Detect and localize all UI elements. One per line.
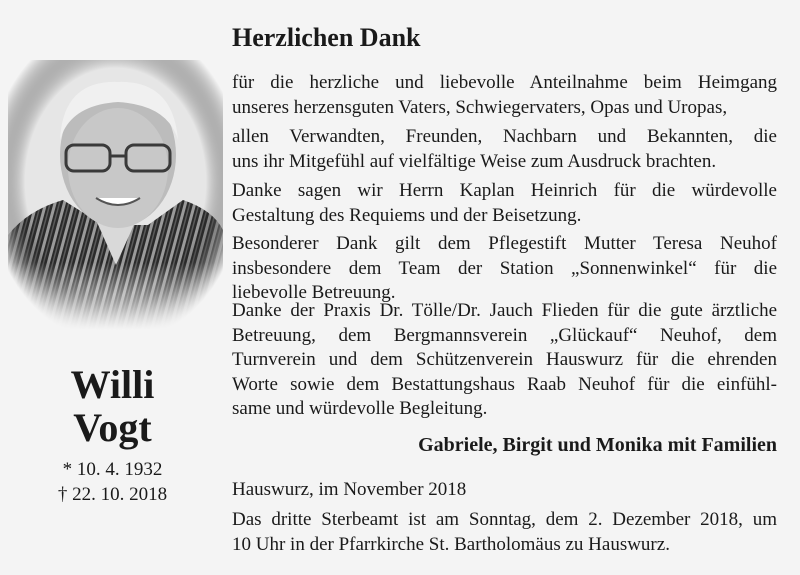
paragraph-thanks-practice [232, 299, 777, 422]
family-signature: Gabriele, Birgit und Monika mit Familien [418, 434, 777, 456]
text-line: Turnverein und dem Schützenverein Hauswurz für die ehrenden [232, 349, 777, 371]
paragraph-memorial-service [232, 508, 777, 557]
text-line: Besonderer Dank gilt dem Pflegestift Mutter Teresa Neuhof [232, 233, 777, 254]
text-line: allen Verwandten, Freunden, Nachbarn und Bekannten, die [232, 126, 777, 147]
text-line: unseres herzensguten Vaters, Schwiegervaters, Opas und Uropas, [232, 96, 728, 118]
text-line: Gestaltung des Requiems und der Beisetzung. [232, 204, 582, 226]
text-line: liebevolle Betreuung. [232, 282, 396, 304]
text-line: uns ihr Mitgefühl auf vielfältige Weise zum Ausdruck brachten. [232, 150, 717, 172]
paragraph-care-home [232, 232, 777, 306]
text-line: Danke sagen wir Herrn Kaplan Heinrich für die würdevolle [232, 180, 777, 201]
heading: Herzlichen Dank [232, 23, 421, 52]
deceased-last-name: Vogt [73, 405, 152, 450]
paragraph-condolence [232, 71, 777, 120]
text-line: Das dritte Sterbeamt ist am Sonntag, dem 2. Dezember 2018, um [232, 509, 777, 530]
text-line: Hauswurz, im November 2018 [232, 479, 467, 500]
portrait-photo [8, 60, 223, 330]
text-line: Betreuung, dem Bergmannsverein „Glückauf“ Neuhof, dem [232, 324, 777, 346]
paragraph-relatives [232, 125, 777, 174]
text-line: Danke der Praxis Dr. Tölle/Dr. Jauch Flieden für die gute ärztliche [232, 300, 777, 321]
deceased-first-name: Willi [70, 362, 155, 407]
place-and-date [232, 478, 777, 503]
text-line: same und würdevolle Begleitung. [232, 398, 488, 420]
birth-date: * 10. 4. 1932 [62, 459, 163, 480]
text-line: für die herzliche und liebevolle Anteilnahme beim Heimgang [232, 72, 777, 93]
paragraph-chaplain [232, 179, 777, 228]
text-line: insbesondere dem Team der Station „Sonnenwinkel“ für die [232, 257, 777, 279]
text-line: Worte sowie dem Bestattungshaus Raab Neuhof für die einfühl- [232, 373, 777, 395]
death-date: † 22. 10. 2018 [57, 484, 168, 505]
text-line: 10 Uhr in der Pfarrkirche St. Bartholomäus zu Hauswurz. [232, 533, 670, 555]
memorial-left-column [0, 0, 225, 575]
